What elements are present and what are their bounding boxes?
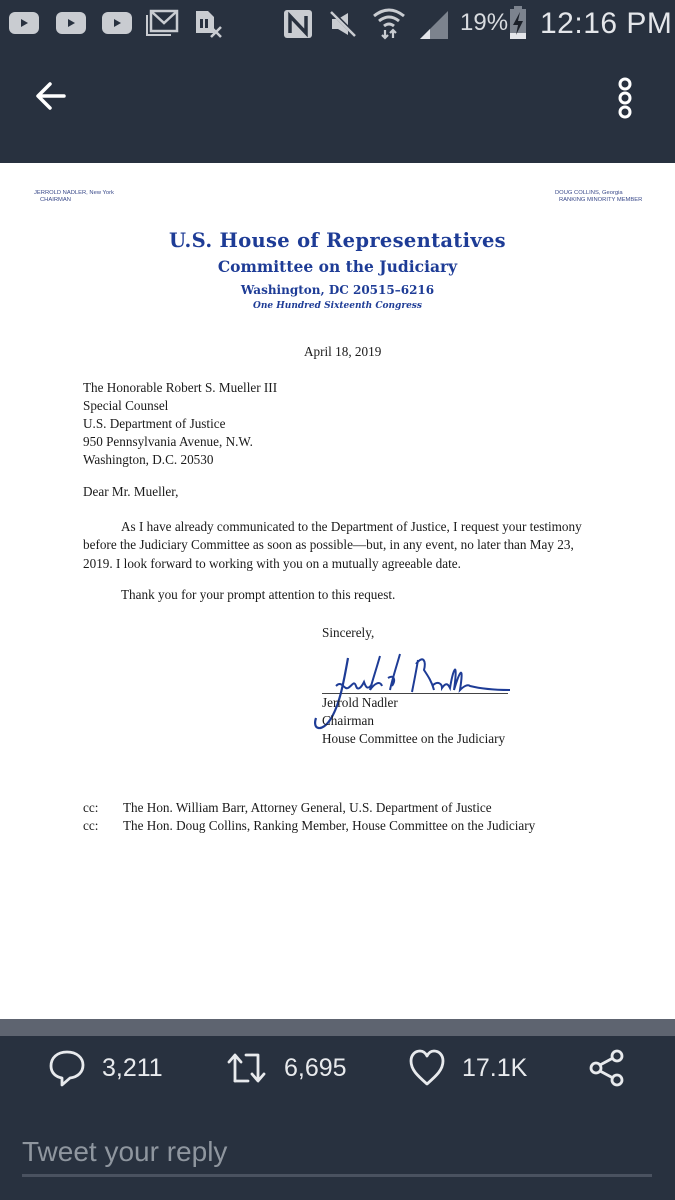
wifi-icon — [372, 6, 406, 40]
battery-charging-icon — [508, 6, 528, 40]
address-line: U.S. Department of Justice — [83, 416, 226, 431]
youtube-notification-icon — [102, 12, 132, 34]
more-vertical-icon — [608, 76, 642, 136]
youtube-notification-icon — [56, 12, 86, 34]
recipient-address — [83, 379, 277, 469]
share-icon — [588, 1048, 626, 1088]
mute-icon — [328, 10, 358, 38]
nfc-icon — [283, 9, 313, 39]
app-bar — [0, 46, 675, 163]
reply-input[interactable] — [22, 1130, 652, 1177]
battery-percent: 19% — [460, 9, 509, 36]
address-line: Special Counsel — [83, 398, 169, 413]
like-button[interactable] — [408, 1048, 527, 1088]
gmail-icon — [145, 9, 179, 37]
letterhead-address: Washington, DC 20515–6216 — [240, 283, 435, 297]
cc-line — [83, 817, 535, 835]
youtube-notification-icon — [9, 12, 39, 34]
status-bar — [0, 0, 675, 46]
cc-recipient: The Hon. Doug Collins, Ranking Member, House Committee on the Judiciary — [123, 818, 536, 833]
letterhead-house-title: U.S. House of Representatives — [169, 229, 506, 252]
tweet-actions-bar — [0, 1036, 675, 1100]
body-paragraph-thanks: Thank you for your prompt attention to this request. — [121, 587, 396, 602]
letterhead-congress: One Hundred Sixteenth Congress — [253, 301, 422, 311]
ranking-member-name: DOUG COLLINS, Georgia — [555, 190, 623, 196]
reply-icon — [48, 1048, 86, 1088]
reply-composer — [0, 1100, 675, 1200]
like-count: 17.1K — [462, 1053, 528, 1082]
letterhead-committee: Committee on the Judiciary — [217, 257, 458, 276]
cc-recipient: The Hon. William Barr, Attorney General, U.S. Department of Justice — [123, 800, 492, 815]
chairman-name: JERROLD NADLER, New York — [34, 190, 114, 196]
reply-button[interactable] — [48, 1048, 163, 1088]
salutation: Dear Mr. Mueller, — [83, 484, 179, 499]
retweet-count: 6,695 — [284, 1053, 347, 1082]
address-line: The Honorable Robert S. Mueller III — [83, 380, 278, 395]
signature-block — [322, 694, 505, 748]
retweet-button[interactable] — [226, 1048, 347, 1088]
ranking-member-title: RANKING MINORITY MEMBER — [559, 197, 643, 203]
address-line: Washington, D.C. 20530 — [83, 452, 214, 467]
signer-committee: House Committee on the Judiciary — [322, 731, 506, 746]
heart-icon — [408, 1048, 446, 1088]
clock: 12:16 PM — [540, 7, 673, 40]
closing: Sincerely, — [322, 625, 375, 640]
cc-label: cc: — [83, 818, 99, 833]
more-options-button[interactable] — [608, 76, 642, 136]
tweet-image-letter[interactable] — [0, 163, 675, 1019]
signal-icon — [418, 8, 450, 40]
signer-name: Jerrold Nadler — [322, 695, 398, 710]
arrow-left-icon — [30, 76, 76, 116]
retweet-icon — [226, 1048, 268, 1088]
letterhead-chairman — [34, 190, 114, 204]
address-line: 950 Pennsylvania Avenue, N.W. — [83, 434, 253, 449]
signer-title: Chairman — [322, 713, 375, 728]
sim-card-missing-icon — [194, 9, 224, 39]
reply-count: 3,211 — [102, 1053, 163, 1082]
share-button[interactable] — [588, 1048, 626, 1088]
body-paragraph: As I have already communicated to the Department of Justice, I request your testimony before the Judiciary Committee as soon as possible—but, in any event, no later than May 23, 2019. I look forward to working with you on a mutually agreeable date. — [83, 519, 582, 571]
cc-line — [83, 799, 492, 817]
back-button[interactable] — [30, 76, 76, 116]
letter-date: April 18, 2019 — [304, 344, 382, 359]
cc-label: cc: — [83, 800, 99, 815]
letterhead-ranking-member — [555, 190, 642, 204]
image-bottom-strip — [0, 1019, 675, 1036]
chairman-title: CHAIRMAN — [40, 197, 71, 203]
